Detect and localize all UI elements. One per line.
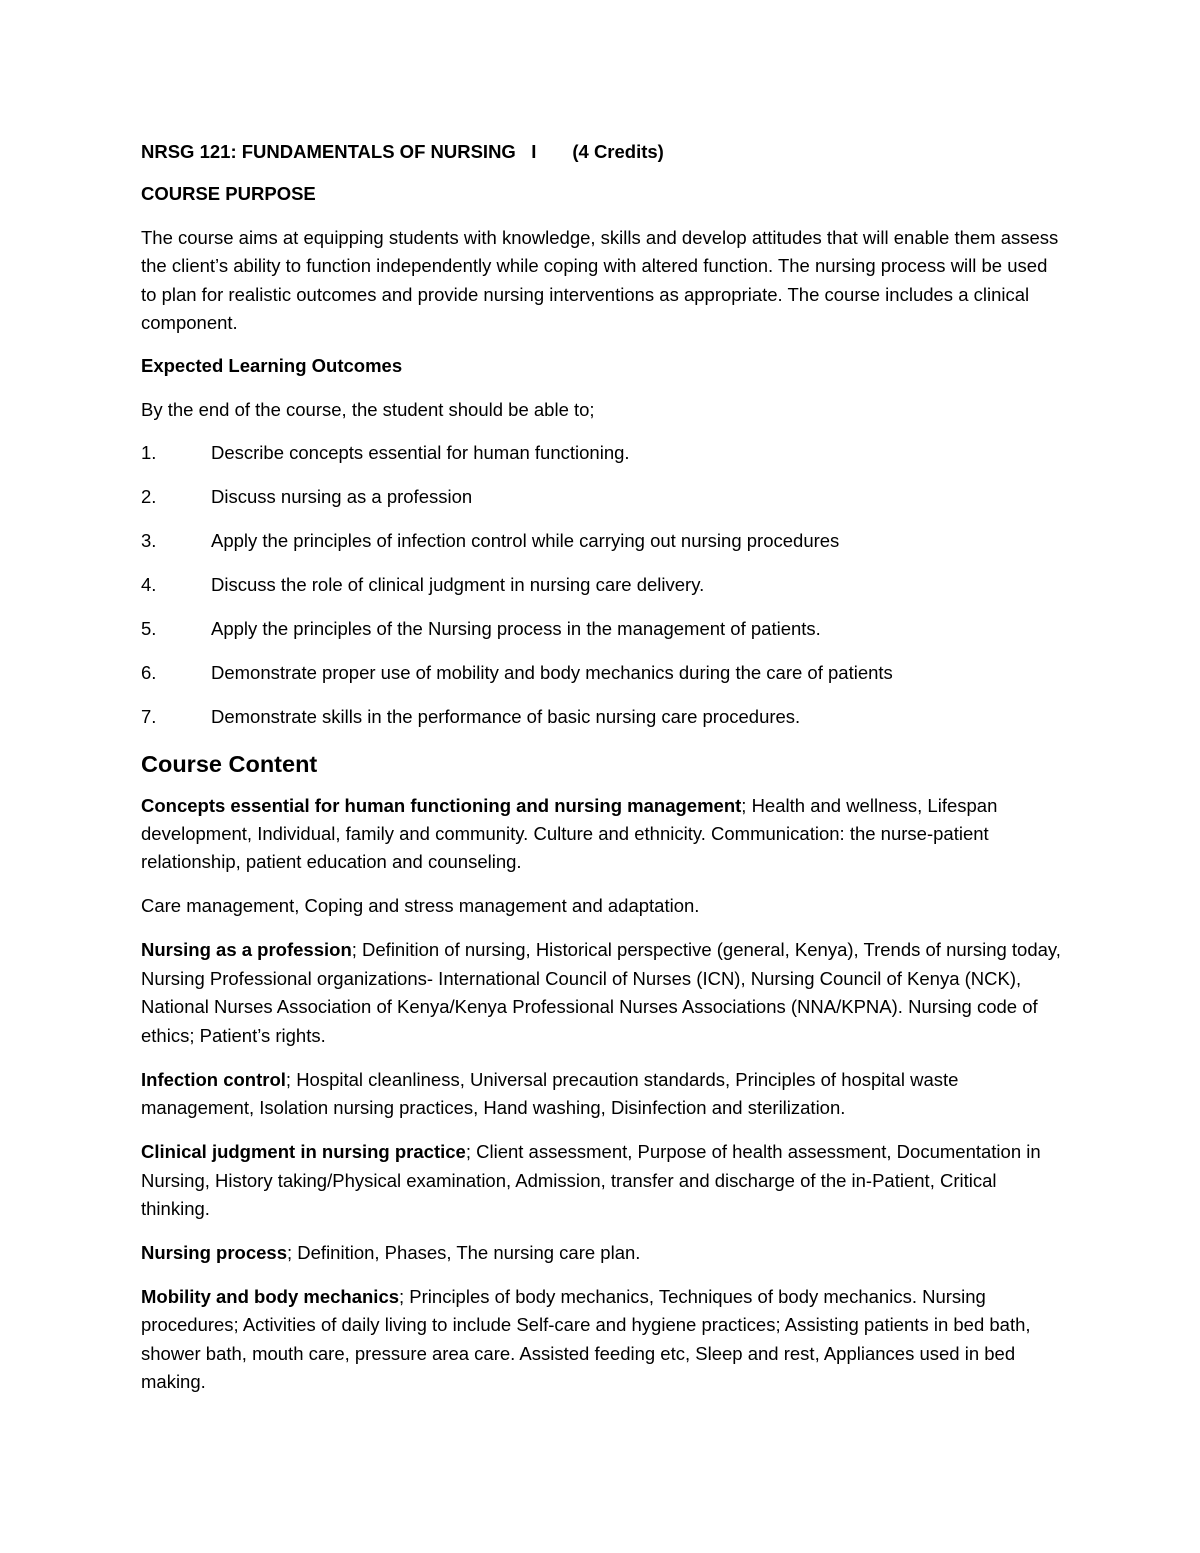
content-topic-label: Nursing as a profession [141,939,352,961]
content-topic-text: ; Definition, Phases, The nursing care plan. [287,1241,641,1263]
list-item [141,483,1061,511]
list-item-text: Apply the principles of infection control while carrying out nursing procedures [211,530,840,552]
content-topic-label: Clinical judgment in nursing practice [141,1141,466,1163]
list-item-number: 5. [141,618,157,640]
content-paragraph-nursing-process [141,1239,1061,1267]
list-item-text: Apply the principles of the Nursing process in the management of patients. [211,618,821,640]
content-topic-label: Infection control [141,1068,286,1090]
list-item [141,659,1061,687]
list-item-number: 3. [141,530,157,552]
list-item [141,571,1061,599]
list-item [141,527,1061,555]
content-paragraph-human-functioning [141,792,1061,877]
content-paragraph-infection-control [141,1066,1061,1123]
list-item-number: 4. [141,574,157,596]
list-item-number: 1. [141,442,157,464]
learning-outcomes-intro: By the end of the course, the student should be able to; [141,398,595,420]
course-content-heading: Course Content [141,750,318,777]
list-item-number: 7. [141,706,157,728]
course-purpose-text: The course aims at equipping students with knowledge, skills and develop attitudes that will enable them assess the client’s ability to function independently while coping with altered function. The nursing process will be used to plan for realistic outcomes and provide nursing interventions as appropriate. The course includes a clinical component. [141,226,1059,334]
list-item-text: Describe concepts essential for human functioning. [211,442,630,464]
content-topic-text: ; Definition of nursing, Historical perspective (general, Kenya), Trends of nursing today, Nursing Professional organizations- International Council of Nurses (ICN), Nursing Council of Kenya (NCK), National Nurses Association of Kenya/Kenya Professional Nurses Associations (NNA/KPNA). Nursing code of ethics; Patient’s rights. [141,939,1061,1046]
document-page [141,138,1061,1412]
content-topic-label: Concepts essential for human functioning and nursing management [141,794,742,816]
list-item-text: Demonstrate skills in the performance of basic nursing care procedures. [211,706,801,728]
content-topic-label: Nursing process [141,1241,287,1263]
content-paragraph-nursing-profession [141,936,1061,1050]
list-item-text: Discuss nursing as a profession [211,486,473,508]
content-topic-label: Mobility and body mechanics [141,1285,400,1307]
list-item [141,615,1061,643]
document-title: NRSG 121: FUNDAMENTALS OF NURSING I (4 Credits) [141,141,664,162]
list-item-number: 2. [141,486,157,508]
list-item-number: 6. [141,662,157,684]
learning-outcomes-heading: Expected Learning Outcomes [141,355,403,377]
content-topic-text: ; Client assessment, Purpose of health assessment, Documentation in Nursing, History taking/Physical examination, Admission, transfer and discharge of the in-Patient, Critical thinking. [141,1141,1041,1219]
content-topic-text: ; Health and wellness, Lifespan development, Individual, family and community. Culture and ethnicity. Communication: the nurse-patient relationship, patient education and counseling. [141,794,998,873]
learning-outcomes-list [141,439,1061,731]
list-item-text: Discuss the role of clinical judgment in nursing care delivery. [211,574,705,596]
list-item [141,703,1061,731]
content-paragraph-mobility [141,1283,1061,1397]
content-topic-text: Care management, Coping and stress management and adaptation. [141,895,700,917]
content-topic-text: ; Hospital cleanliness, Universal precaution standards, Principles of hospital waste management, Isolation nursing practices, Hand washing, Disinfection and sterilization. [141,1068,959,1119]
content-paragraph-care-management [141,892,1061,920]
content-topic-text: ; Principles of body mechanics, Techniques of body mechanics. Nursing procedures; Activities of daily living to include Self-care and hygiene practices; Assisting patients in bed bath, shower bath, mouth care, pressure area care. Assisted feeding etc, Sleep and rest, Appliances used in bed making. [141,1285,1031,1393]
content-paragraph-clinical-judgment [141,1138,1061,1223]
course-purpose-heading: COURSE PURPOSE [141,183,316,205]
list-item-text: Demonstrate proper use of mobility and body mechanics during the care of patients [211,662,893,684]
list-item [141,439,1061,467]
